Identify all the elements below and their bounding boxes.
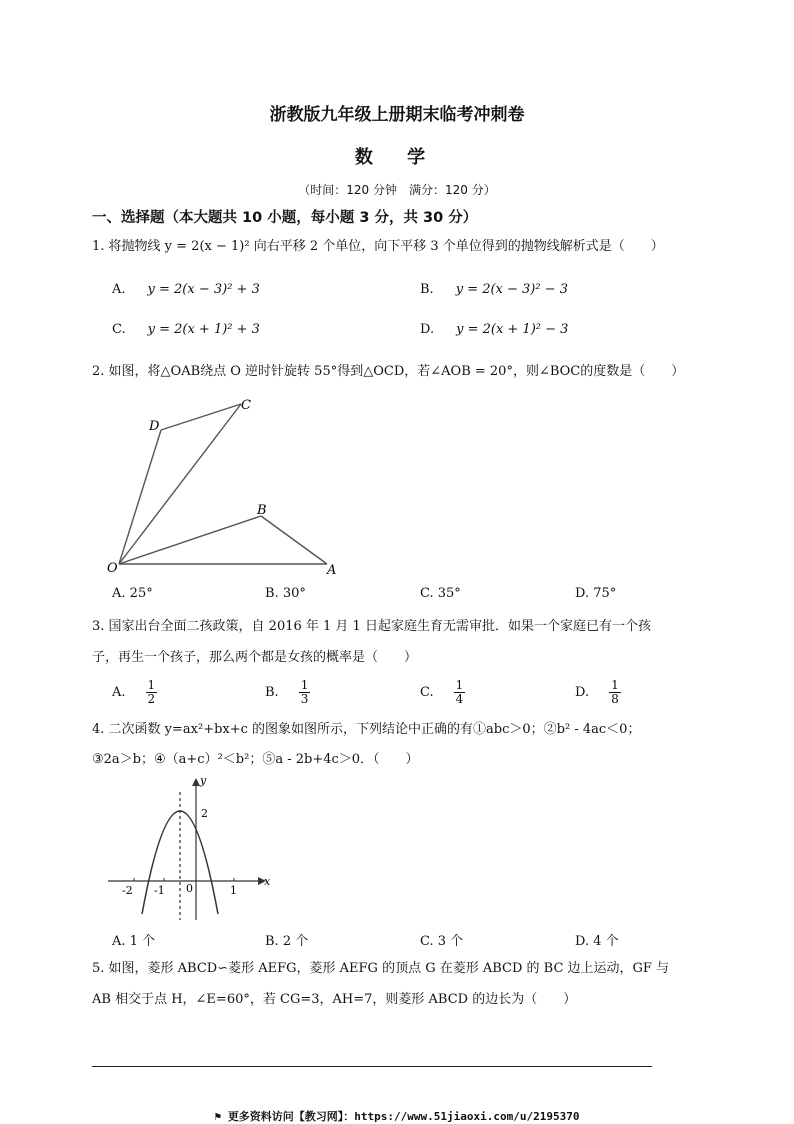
- tick-label-2: 2: [201, 807, 208, 820]
- q3-option-a: A. $\frac{1}{2}$: [112, 678, 156, 706]
- flag-icon: ⚑: [214, 1110, 228, 1123]
- question-4-line-1: 4. 二次函数 y=ax²+bx+c 的图象如图所示，下列结论中正确的有①abc＞0；②b² - 4ac＜0；: [92, 722, 641, 737]
- tick-label-1: 1: [230, 884, 237, 897]
- q1-option-a: A. y = 2(x − 3)² + 3: [112, 282, 260, 297]
- x-axis-label: x: [264, 875, 271, 888]
- q1-option-d: D. y = 2(x + 1)² − 3: [420, 322, 569, 337]
- question-1-text: 1. 将抛物线 y = 2(x − 1)² 向右平移 2 个单位，向下平移 3 个单位得到的抛物线解析式是（ ）: [92, 239, 664, 254]
- label-o: O: [107, 561, 118, 576]
- q4-option-a: A. 1 个: [112, 934, 156, 949]
- q1-option-c: C. y = 2(x + 1)² + 3: [112, 322, 260, 337]
- segment-ob: [119, 516, 261, 564]
- question-5-line-1: 5. 如图，菱形 ABCD∽菱形 AEFG，菱形 AEFG 的顶点 G 在菱形 ABCD 的 BC 边上运动，GF 与: [92, 961, 670, 976]
- label-a: A: [327, 563, 337, 577]
- q2-triangle-figure: [105, 392, 345, 577]
- question-3-line-1: 3. 国家出台全面二孩政策，自 2016 年 1 月 1 日起家庭生育无需审批．如果一个家庭已有一个孩: [92, 619, 651, 634]
- y-axis-label: y: [200, 774, 207, 787]
- q2-option-b: B. 30°: [265, 586, 306, 601]
- segment-dc: [161, 404, 241, 430]
- parabola-curve: [142, 811, 218, 914]
- q3-option-b: B. $\frac{1}{3}$: [265, 678, 309, 706]
- tick-label-neg2: -2: [122, 884, 133, 897]
- section-heading: 一、选择题（本大题共 10 小题，每小题 3 分，共 30 分）: [92, 210, 478, 226]
- q2-option-d: D. 75°: [575, 586, 617, 601]
- q2-option-a: A. 25°: [112, 586, 153, 601]
- q2-option-c: C. 35°: [420, 586, 461, 601]
- q4-option-d: D. 4 个: [575, 934, 619, 949]
- question-4-line-2: ③2a＞b；④（a+c）²＜b²；⑤a - 2b+4c＞0．（ ）: [92, 752, 419, 767]
- label-b: B: [257, 503, 267, 518]
- fraction: $\frac{1}{4}$: [455, 678, 464, 706]
- footer-divider: [92, 1066, 652, 1067]
- tick-label-0: 0: [186, 882, 193, 895]
- q3-option-d: D. $\frac{1}{8}$: [575, 678, 619, 706]
- fraction: $\frac{1}{2}$: [147, 678, 156, 706]
- label-d: D: [149, 419, 160, 434]
- fraction: $\frac{1}{3}$: [300, 678, 309, 706]
- question-3-line-2: 子，再生一个孩子，那么两个都是女孩的概率是（ ）: [92, 650, 418, 665]
- segment-oc: [119, 404, 241, 564]
- segment-ba: [261, 516, 327, 564]
- label-c: C: [241, 398, 251, 413]
- question-2-text: 2. 如图，将△OAB绕点 O 逆时针旋转 55°得到△OCD，若∠AOB = 20°，则∠BOC的度数是（ ）: [92, 364, 685, 379]
- q4-parabola-graph: [100, 772, 280, 924]
- segment-od: [119, 430, 161, 564]
- q3-option-c: C. $\frac{1}{4}$: [420, 678, 464, 706]
- q4-option-b: B. 2 个: [265, 934, 309, 949]
- question-5-line-2: AB 相交于点 H，∠E=60°，若 CG=3，AH=7，则菱形 ABCD 的边长为（ ）: [92, 992, 577, 1007]
- time-info: （时间：120 分钟 满分：120 分）: [298, 183, 496, 197]
- tick-label-neg1: -1: [154, 884, 165, 897]
- paper-title: 浙教版九年级上册期末临考冲刺卷: [269, 105, 525, 125]
- q1-option-b: B. y = 2(x − 3)² − 3: [420, 282, 569, 297]
- y-axis-arrow: [192, 778, 200, 786]
- subject-title: 数 学: [354, 147, 440, 168]
- q4-option-c: C. 3 个: [420, 934, 464, 949]
- footer-link[interactable]: ⚑ 更多资料访问【教习网】：https://www.51jiaoxi.com/u/2195370: [214, 1110, 580, 1123]
- fraction: $\frac{1}{8}$: [611, 678, 619, 706]
